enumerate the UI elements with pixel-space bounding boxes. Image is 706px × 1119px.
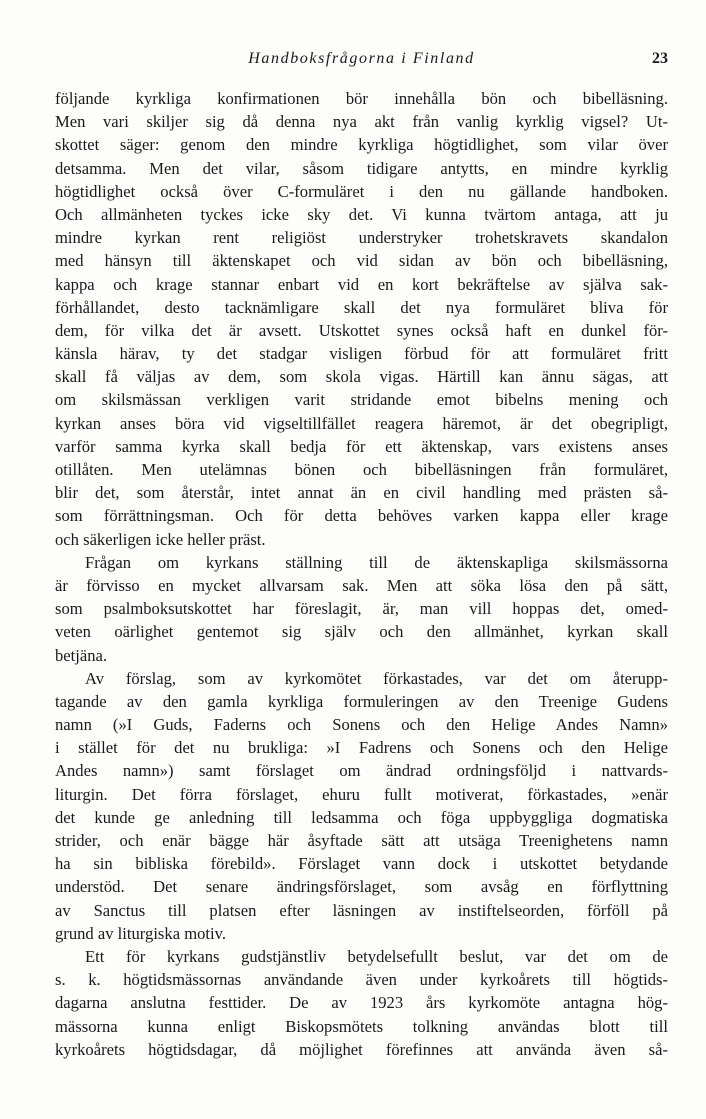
text-line: strider, och enär bägge här åsyftade sätt att utsäga Treenighetens namn: [55, 831, 668, 850]
text-line: mässorna kunna enligt Biskopsmötets tolkning användas blott till: [55, 1016, 668, 1036]
text-line: som förrättningsman. Och för detta behöves varken kappa eller krage: [55, 506, 668, 526]
page-number: 23: [652, 50, 668, 67]
text-line: som psalmboksutskottet har föreslagit, är, man vill hoppas det, omed-: [55, 599, 668, 619]
text-line: av Sanctus till platsen efter läsningen av instiftelseorden, förföll på: [55, 900, 668, 920]
text-line: känsla härav, ty det stadgar visligen förbud för att formuläret fritt: [55, 344, 668, 364]
text-line: med hänsyn till äktenskapet och vid sidan av bön och bibelläsning,: [55, 251, 668, 271]
text-line: detsamma. Men det vilar, såsom tidigare antytts, en mindre kyrklig: [55, 158, 668, 178]
text-line: förhållandet, desto tacknämligare skall det nya formuläret bliva för: [55, 297, 668, 317]
running-title: Handboksfrågorna i Finland: [248, 50, 475, 67]
text-line: grund av liturgiska motiv.: [55, 923, 226, 943]
text-line: i stället för det nu brukliga: »I Fadrens och Sonens och den Helige: [55, 738, 668, 758]
text-line: varför samma kyrka skall bedja för ett äktenskap, vars existens anses: [55, 436, 668, 456]
text-line: Ett för kyrkans gudstjänstliv betydelsefullt beslut, var det om de: [85, 946, 668, 966]
text-line: namn (»I Guds, Faderns och Sonens och den Helige Andes Namn»: [55, 715, 668, 735]
text-line: mindre kyrkan rent religiöst understryker trohetskravets skandalon: [55, 228, 668, 248]
text-line: s. k. högtidsmässornas användande även under kyrkoårets till högtids-: [55, 970, 668, 990]
text-line: är förvisso en mycket allvarsam sak. Men att söka lösa den på sätt,: [55, 575, 668, 595]
text-line: Av förslag, som av kyrkomötet förkastades, var det om återupp-: [85, 668, 668, 688]
text-line: Frågan om kyrkans ställning till de äktenskapliga skilsmässorna: [85, 552, 668, 572]
body-text: [55, 87, 668, 1061]
text-line: det kunde ge anledning till ledsamma och föga uppbyggliga dogmatiska: [55, 807, 668, 827]
text-line: dem, för vilka det är avsett. Utskottet synes också haft en dunkel för-: [55, 320, 668, 340]
text-line: otillåten. Men utelämnas bönen och bibelläsningen från formuläret,: [55, 460, 668, 479]
text-line: ha sin bibliska förebild». Förslaget vann dock i utskottet betydande: [55, 854, 668, 874]
text-line: Och allmänheten tyckes icke sky det. Vi kunna tvärtom antaga, att ju: [55, 204, 668, 224]
text-line: och säkerligen icke heller präst.: [55, 529, 266, 549]
text-line: följande kyrkliga konfirmationen bör innehålla bön och bibelläsning.: [55, 89, 668, 108]
text-line: Men vari skiljer sig då denna nya akt från vanlig kyrklig vigsel? Ut-: [55, 112, 668, 132]
text-line: skottet säger: genom den mindre kyrkliga högtidlighet, som vilar över: [55, 135, 668, 155]
page-header: [55, 50, 668, 74]
text-line: tagande av den gamla kyrkliga formuleringen av den Treenige Gudens: [55, 691, 668, 711]
text-line: dagarna anslutna festtider. De av 1923 års kyrkomöte antagna hög-: [55, 993, 668, 1013]
text-line: kyrkoårets högtidsdagar, då möjlighet förefinnes att använda även så-: [55, 1039, 668, 1059]
text-line: kyrkan anses böra vid vigseltillfället reagera häremot, är det obegripligt,: [55, 413, 668, 433]
text-line: högtidlighet också över C-formuläret i den nu gällande handboken.: [55, 181, 668, 201]
text-line: om skilsmässan verkligen varit stridande emot bibelns mening och: [55, 390, 668, 410]
text-line: kappa och krage stannar enbart vid en kort bekräftelse av själva sak-: [55, 274, 668, 294]
text-line: betjäna.: [55, 645, 108, 665]
text-line: veten oärlighet gentemot sig själv och den allmänhet, kyrkan skall: [55, 622, 668, 642]
text-line: skall få väljas av dem, som skola vigas. Härtill kan ännu sägas, att: [55, 367, 668, 387]
text-line: blir det, som återstår, intet annat än en civil handling med prästen så-: [55, 483, 668, 503]
text-line: liturgin. Det förra förslaget, ehuru fullt motiverat, förkastades, »enär: [55, 784, 668, 804]
text-line: Andes namn») samt förslaget om ändrad ordningsföljd i nattvards-: [55, 761, 668, 781]
text-line: understöd. Det senare ändringsförslaget, som avsåg en förflyttning: [55, 877, 668, 897]
